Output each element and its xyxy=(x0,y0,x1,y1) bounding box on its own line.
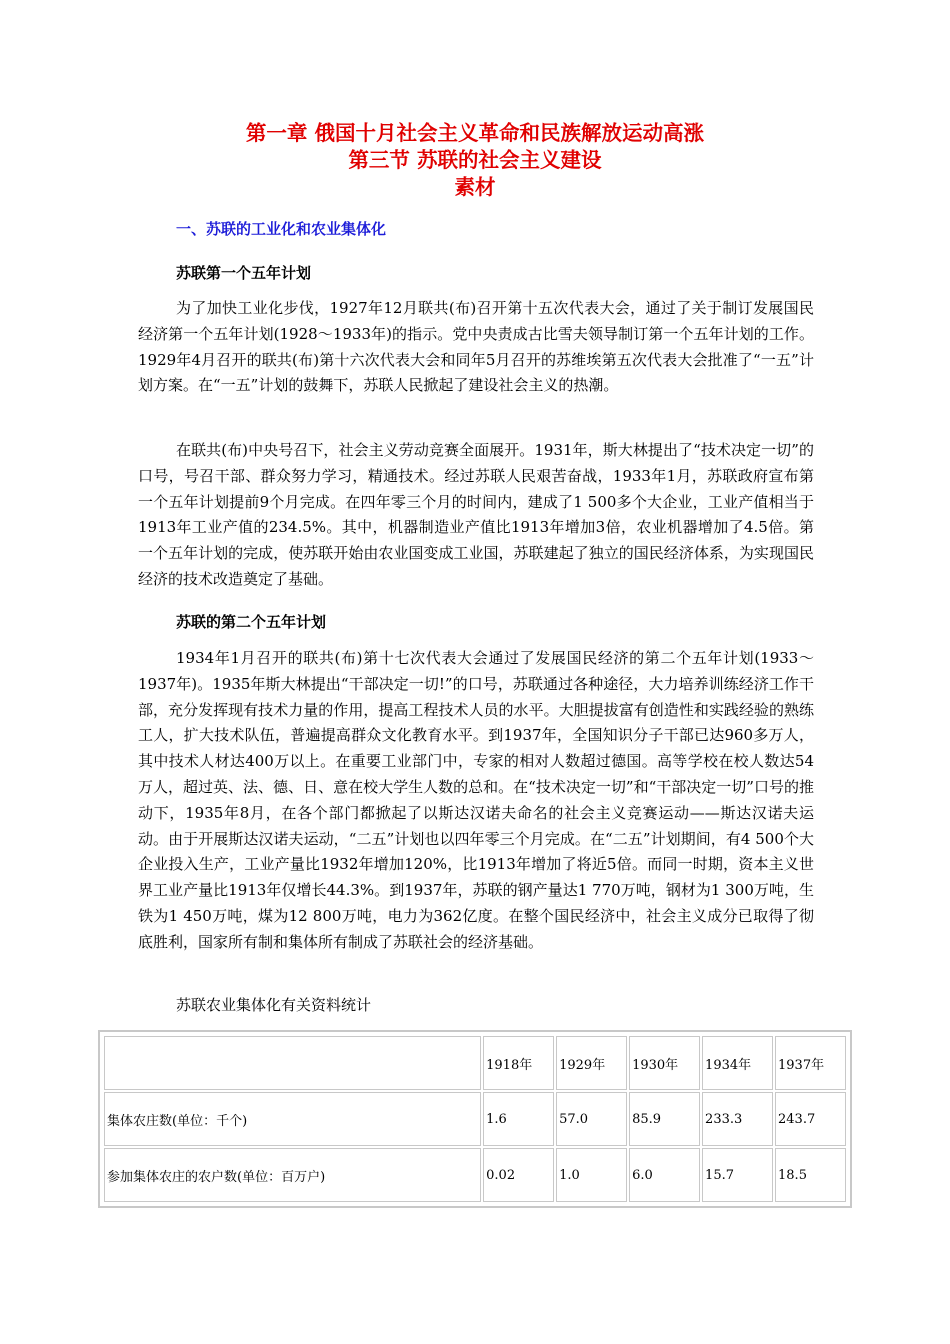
table-cell: 57.0 xyxy=(556,1092,627,1146)
header-cell: 1937年 xyxy=(775,1036,846,1090)
plan1-paragraph-2: 在联共(布)中央号召下，社会主义劳动竞赛全面展开。1931年，斯大林提出了“技术决定一切”的口号，号召干部、群众努力学习，精通技术。经过苏联人民艰苦奋战，1933年1月，苏联政府宣布第一个五年计划提前9个月完成。在四年零三个月的时间内，建成了1 500多个大企业，工业产值相当于1913年工业产值的234.5%。其中，机器制造业产值比1913年增加3倍，农业机器增加了4.5倍。第一个五年计划的完成，使苏联开始由农业国变成工业国，苏联建起了独立的国民经济体系，为实现国民经济的技术改造奠定了基础。 xyxy=(138,441,814,588)
table-caption: 苏联农业集体化有关资料统计 xyxy=(176,996,372,1014)
table-cell: 85.9 xyxy=(629,1092,700,1146)
plan1-paragraph-1: 为了加快工业化步伐，1927年12月联共(布)召开第十五次代表大会，通过了关于制订发展国民经济第一个五年计划(1928～1933年)的指示。党中央责成古比雪夫领导制订第一个五年计划的工作。1929年4月召开的联共(布)第十六次代表大会和同年5月召开的苏维埃第五次代表大会批准了“一五”计划方案。在“一五”计划的鼓舞下，苏联人民掀起了建设社会主义的热潮。 xyxy=(138,299,814,395)
plan2-paragraph-1: 1934年1月召开的联共(布)第十七次代表大会通过了发展国民经济的第二个五年计划(1933～1937年)。1935年斯大林提出“干部决定一切!”的口号，苏联通过各种途径，大力培养训练经济工作干部，充分发挥现有技术力量的作用，提高工程技术人员的水平。大胆提拔富有创造性和实践经验的熟练工人，扩大技术队伍，普遍提高群众文化教育水平。到1937年，全国知识分子干部已达960多万人，其中技术人材达400万以上。在重要工业部门中，专家的相对人数超过德国。高等学校在校人数达54万人，超过英、法、德、日、意在校大学生人数的总和。在“技术决定一切”和“干部决定一切”口号的推动下，1935年8月，在各个部门都掀起了以斯达汉诺夫命名的社会主义竞赛运动——斯达汉诺夫运动。由于开展斯达汉诺夫运动，“二五”计划也以四年零三个月完成。在“二五”计划期间，有4 500个大企业投入生产，工业产量比1932年增加120%，比1913年增加了将近5倍。而同一时期，资本主义世界工业产量比1913年仅增长44.3%。到1937年，苏联的钢产量达1 770万吨，钢材为1 300万吨，生铁为1 450万吨，煤为12 800万吨，电力为362亿度。在整个国民经济中，社会主义成分已取得了彻底胜利，国家所有制和集体所有制成了苏联社会的经济基础。 xyxy=(138,649,814,951)
row-label: 集体农庄数(单位：千个) xyxy=(104,1092,481,1146)
header-cell: 1934年 xyxy=(702,1036,773,1090)
material-title: 素材 xyxy=(454,175,496,199)
title-block xyxy=(0,120,950,201)
table-row xyxy=(104,1148,846,1202)
chapter-title: 第一章 俄国十月社会主义革命和民族解放运动高涨 xyxy=(245,121,705,145)
header-cell xyxy=(104,1036,481,1090)
row-label: 参加集体农庄的农户数(单位：百万户) xyxy=(104,1148,481,1202)
table-cell: 0.02 xyxy=(483,1148,554,1202)
table-cell: 15.7 xyxy=(702,1148,773,1202)
table-cell: 243.7 xyxy=(775,1092,846,1146)
statistics-table xyxy=(98,1030,852,1208)
table-header-row xyxy=(104,1036,846,1090)
section-title: 第三节 苏联的社会主义建设 xyxy=(348,148,602,172)
header-cell: 1929年 xyxy=(556,1036,627,1090)
plan1-heading: 苏联第一个五年计划 xyxy=(176,264,312,282)
header-cell: 1918年 xyxy=(483,1036,554,1090)
table-cell: 1.6 xyxy=(483,1092,554,1146)
table-cell: 1.0 xyxy=(556,1148,627,1202)
header-cell: 1930年 xyxy=(629,1036,700,1090)
part-heading: 一、苏联的工业化和农业集体化 xyxy=(176,220,387,238)
table-cell: 233.3 xyxy=(702,1092,773,1146)
table-cell: 6.0 xyxy=(629,1148,700,1202)
table-row xyxy=(104,1092,846,1146)
plan2-heading: 苏联的第二个五年计划 xyxy=(176,613,327,631)
table-cell: 18.5 xyxy=(775,1148,846,1202)
